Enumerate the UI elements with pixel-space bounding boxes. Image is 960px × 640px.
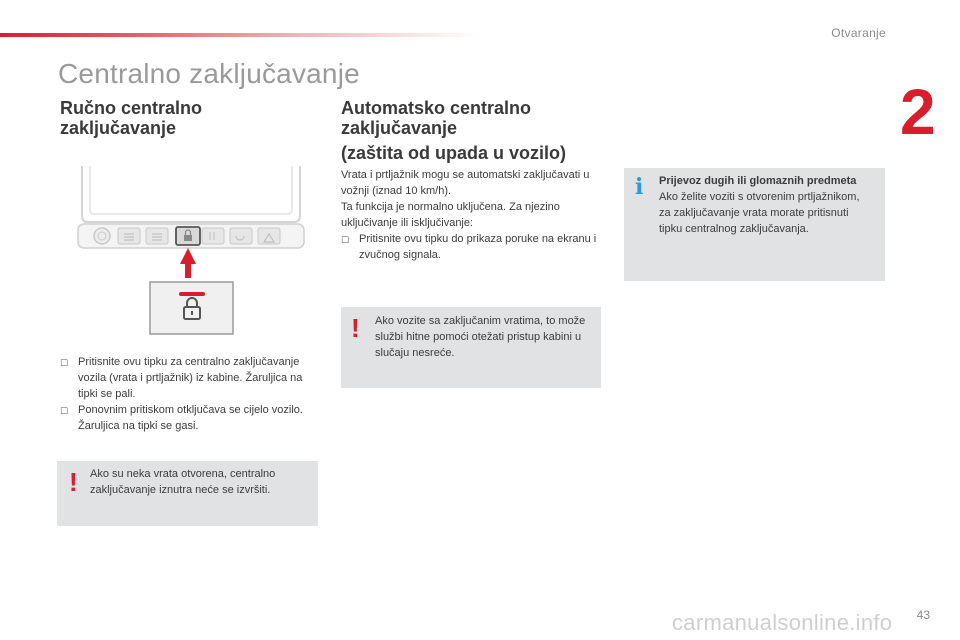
checkbox-bullet-icon: ☐ (60, 406, 69, 416)
header-accent-bar (0, 33, 480, 37)
automatic-instructions (341, 167, 603, 263)
info-content (659, 173, 873, 237)
warning-icon: ! (69, 467, 78, 497)
checkbox-bullet-icon: ☐ (60, 358, 69, 368)
automatic-intro: Vrata i prtljažnik mogu se automatski zaključavati u vožnji (iznad 10 km/h). (341, 169, 590, 197)
page-title: Centralno zaključavanje (58, 58, 360, 89)
manual-lock-instruction: Pritisnite ovu tipku za centralno zaključavanje vozila (vrata i prtljažnik) iz kabine. Žaruljica na tipki se pali. (78, 356, 303, 400)
list-item (341, 231, 603, 263)
automatic-intro-2: Ta funkcija je normalno uključena. Za njezino uključivanje ili isključivanje: (341, 201, 560, 229)
manual-unlock-instruction: Ponovnim pritiskom otključava se cijelo vozilo. Žaruljica na tipki se gasi. (78, 404, 303, 432)
checkbox-bullet-icon: ☐ (341, 235, 350, 245)
manual-warning-text: Ako su neka vrata otvorena, centralno zaključavanje iznutra neće se izvršiti. (90, 468, 276, 496)
info-box (624, 168, 885, 281)
info-title: Prijevoz dugih ili glomaznih predmeta (659, 175, 857, 187)
section-label: Otvaranje (831, 26, 886, 40)
automatic-locking-heading: Automatsko centralno zaključavanje (341, 98, 532, 138)
list-item (60, 354, 310, 402)
warning-icon: ! (351, 313, 360, 343)
list-item (60, 402, 310, 434)
automatic-locking-subheading: (zaštita od upada u vozilo) (341, 143, 567, 163)
manual-instructions (60, 354, 310, 434)
automatic-warning-text: Ako vozite sa zaključanim vratima, to može službi hitne pomoći otežati pristup kabini u slučaju nesreće. (375, 315, 586, 359)
watermark: carmanualsonline.info (672, 610, 893, 635)
manual-warning-box (57, 461, 318, 526)
chapter-number: 2 (900, 76, 936, 148)
info-icon: i (635, 174, 644, 200)
automatic-warning-box (341, 307, 601, 388)
info-text: Ako želite voziti s otvorenim prtljažnikom, za zaključavanje vrata morate pritisnuti tipku centralnog zaključavanja. (659, 191, 860, 235)
manual-locking-heading: Ručno centralno zaključavanje (60, 98, 203, 138)
automatic-toggle-instruction: Pritisnite ovu tipku do prikaza poruke na ekranu i zvučnog signala. (359, 233, 597, 261)
dashboard-button-illustration (76, 166, 306, 342)
page-number: 43 (916, 608, 930, 622)
